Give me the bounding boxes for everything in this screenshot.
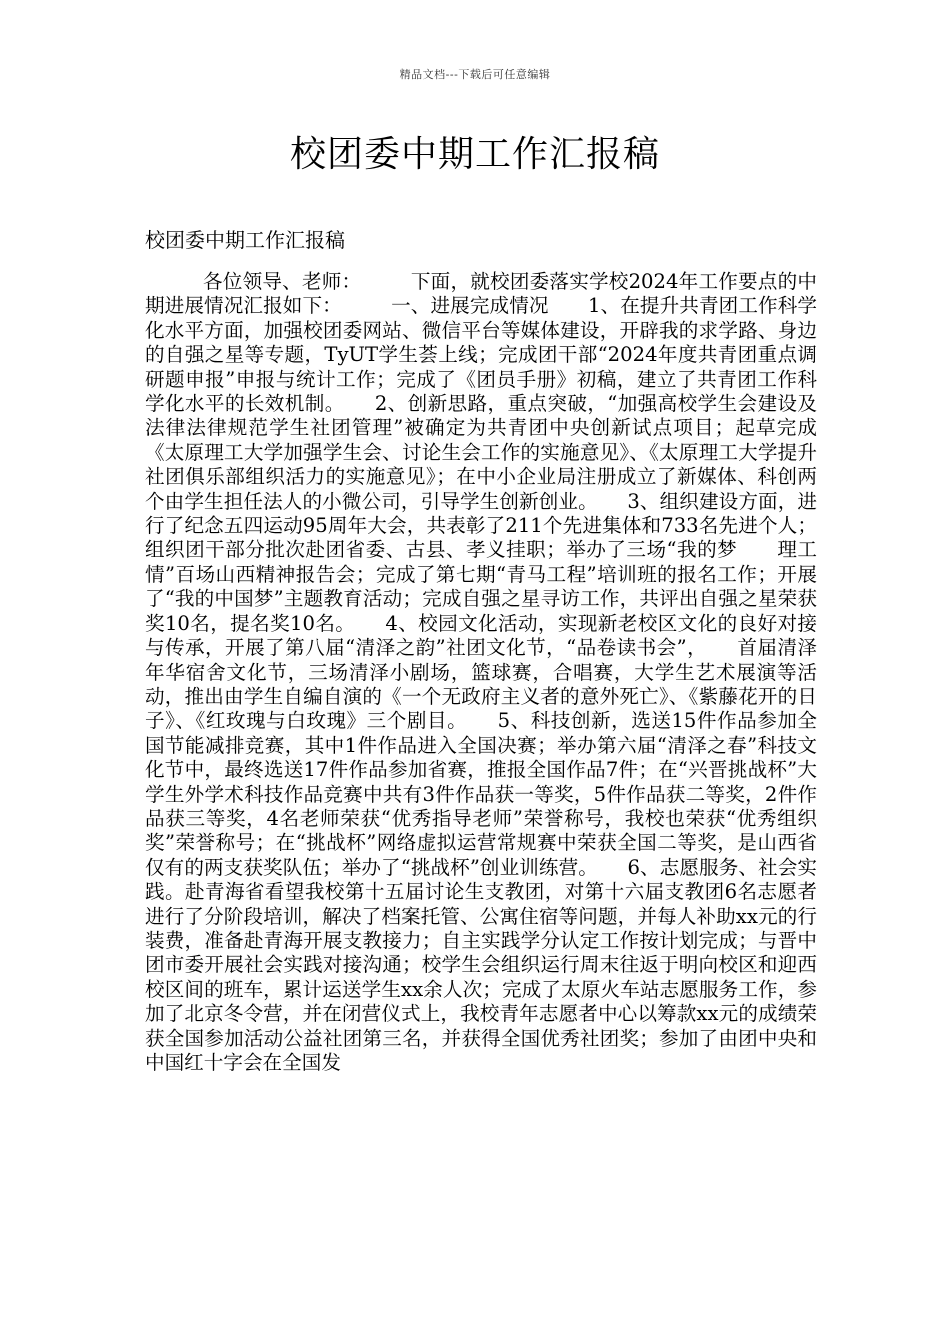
- document-subtitle: 校团委中期工作汇报稿: [145, 228, 345, 252]
- body-paragraph: 各位领导、老师： 下面，就校团委落实学校2024年工作要点的中期进展情况汇报如下： 一、进展完成情况 1、在提升共青团工作科学化水平方面，加强校团委网站、微信平台等媒体建设，开辟我的求学路、身边的自强之星等专题，TyUT学生荟上线；完成团干部“2024年度共青团重点调研题申报”申报与统计工作；完成了《团员手册》初稿，建立了共青团工作科学化水平的长效机制。 2、创新思路，重点突破，“加强高校学生会建设及法律法律规范学生社团管理”被确定为共青团中央创新试点项目；起草完成《太原理工大学加强学生会、讨论生会工作的实施意见》、《太原理工大学提升社团俱乐部组织活力的实施意见》；在中小企业局注册成立了新媒体、科创两个由学生担任法人的小微公司，引导学生创新创业。 3、组织建设方面，进行了纪念五四运动95周年大会，共表彰了211个先进集体和733名先进个人；组织团干部分批次赴团省委、古县、孝义挂职；举办了三场“我的梦 理工情”百场山西精神报告会；完成了第七期“青马工程”培训班的报名工作；开展了“我的中国梦”主题教育活动；完成自强之星寻访工作，共评出自强之星荣获奖10名，提名奖10名。 4、校园文化活动，实现新老校区文化的良好对接与传承，开展了第八届“清泽之韵”社团文化节，“品卷读书会”， 首届清泽年华宿舍文化节，三场清泽小剧场，篮球赛，合唱赛，大学生艺术展演等活动，推出由学生自编自演的《一个无政府主义者的意外死亡》、《紫藤花开的日子》、《红玫瑰与白玫瑰》三个剧目。 5、科技创新，选送15件作品参加全国节能减排竞赛，其中1件作品进入全国决赛；举办第六届“清泽之春”科技文化节中，最终选送17件作品参加省赛，推报全国作品7件；在“兴晋挑战杯”大学生外学术科技作品竞赛中共有3件作品获一等奖，5件作品获二等奖，2件作品获三等奖，4名老师荣获“优秀指导老师”荣誉称号，我校也荣获“优秀组织奖”荣誉称号；在“挑战杯”网络虚拟运营常规赛中荣获全国二等奖，是山西省仅有的两支获奖队伍；举办了“挑战杯”创业训练营。 6、志愿服务、社会实践。赴青海省看望我校第十五届讨论生支教团，对第十六届支教团6名志愿者进行了分阶段培训，解决了档案托管、公寓住宿等问题，并每人补助xx元的行装费，准备赴青海开展支教接力；自主实践学分认定工作按计划完成；与晋中团市委开展社会实践对接沟通；校学生会组织运行周末往返于明向校区和迎西校区间的班车，累计运送学生xx余人次；完成了太原火车站志愿服务工作，参加了北京冬令营，并在闭营仪式上，我校青年志愿者中心以筹款xx元的成绩荣获全国参加活动公益社团第三名，并获得全国优秀社团奖；参加了由团中央和中国红十字会在全国发: [145, 270, 817, 1074]
- document-title: 校团委中期工作汇报稿: [289, 134, 660, 175]
- header-note: 精品文档---下载后可任意编辑: [399, 68, 551, 81]
